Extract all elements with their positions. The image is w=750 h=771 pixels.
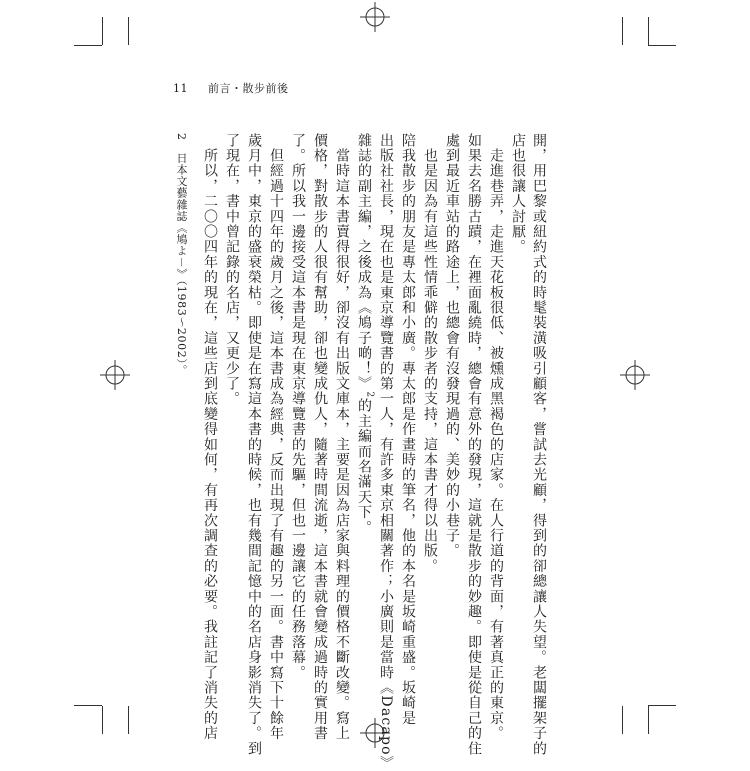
text-line-10: 當時這本書賣得很好，卻沒有出版文庫本，主要是因為店家與料理的價格不斷改變。寫上 [334, 133, 350, 741]
text-line-8: 出版社社長，現在也是東京導覽書的第一人，有許多東京相關著作；小廣則是當時《Dacapo》 [378, 133, 394, 771]
running-header [173, 80, 289, 96]
crop-mark-bottom-left-h [102, 706, 103, 734]
text-line-11: 價格，對散步的人很有幫助，卻也變成仇人，隨著時間流逝，這本書就會變成過時的實用書 [312, 133, 328, 741]
text-line-13: 但經過十四年的歲月之後，這本書成為經典，反而出現了有趣的另一面。書中寫下十餘年 [268, 133, 284, 741]
registration-mark-left [100, 360, 130, 390]
page-number: 11 [173, 82, 188, 95]
registration-mark-top [360, 2, 390, 32]
text-line-7: 陪我散步的朋友是專太郎和小廣。專太郎是作畫時的筆名，他的本名是坂崎重盛。坂崎是 [400, 133, 416, 726]
text-line-6: 也是因為有這些性情乖僻的散步者的支持，這本書才得以出版。 [422, 133, 438, 574]
footnote: 2 日本文藝雜誌《鳩よ－》（1983～2002）。 [175, 133, 188, 376]
text-line-3: 走進巷弄，走進天花板很低、被燻成黑褐色的店家。在人行道的背面，有著真正的東京。 [488, 133, 504, 741]
crop-mark-bottom-left-v [128, 706, 129, 734]
text-line-16: 所以，二〇〇四年的現在，這些店到底變得如何，有再次調查的必要。我註記了消失的店 [202, 133, 218, 741]
text-line-9-head: 雜誌的副主編，之後成為《鳩子啲！》 [356, 133, 372, 392]
text-line-5: 處到最近車站的路途上，也總會有沒發現過的、美妙的小巷子。 [444, 133, 460, 559]
text-line-9-tail: 的主編而名滿天下。 [356, 398, 372, 536]
crop-mark-top-left-h [102, 17, 103, 45]
text-line-14: 歲月中，東京的盛衰榮枯。即使是在寫這本書的時候，也有幾間記憶中的名店身影消失了。到 [246, 133, 262, 757]
registration-mark-right [620, 360, 650, 390]
crop-mark-bottom-right-v [622, 706, 623, 734]
crop-mark-right-bottom [648, 705, 676, 706]
crop-mark-top-right-v2 [648, 17, 649, 45]
text-line-4: 如果去名勝古蹟，在裡面亂繞時，總會有意外的發現，這就是散步的妙趣。即使是從自己的住 [466, 133, 482, 757]
text-line-1: 開，用巴黎或紐約式的時髦裝潢吸引顧客，嘗試去光顧，得到的卻總讓人失望。老闆擺架子的 [531, 133, 547, 757]
crop-mark-top-left-v [128, 17, 129, 45]
text-line-15: 了現在，書中曾記錄的名店，又更少了。 [224, 133, 240, 407]
crop-mark-right-top [648, 45, 676, 46]
text-line-9 [357, 133, 377, 535]
running-title: 前言・散步前後 [208, 82, 289, 95]
crop-mark-top-right-v [622, 17, 623, 45]
text-line-2: 店也很讓人討厭。 [510, 133, 526, 255]
crop-mark-left-bottom [74, 705, 102, 706]
text-line-12: 了。所以我一邊接受這本書是現在東京導覽書的先驅，但也一邊讓它的任務落幕。 [290, 133, 306, 681]
footnote-marker: 2 [364, 391, 375, 399]
crop-mark-left-top [74, 45, 102, 46]
crop-mark-bottom-right-v2 [648, 706, 649, 734]
